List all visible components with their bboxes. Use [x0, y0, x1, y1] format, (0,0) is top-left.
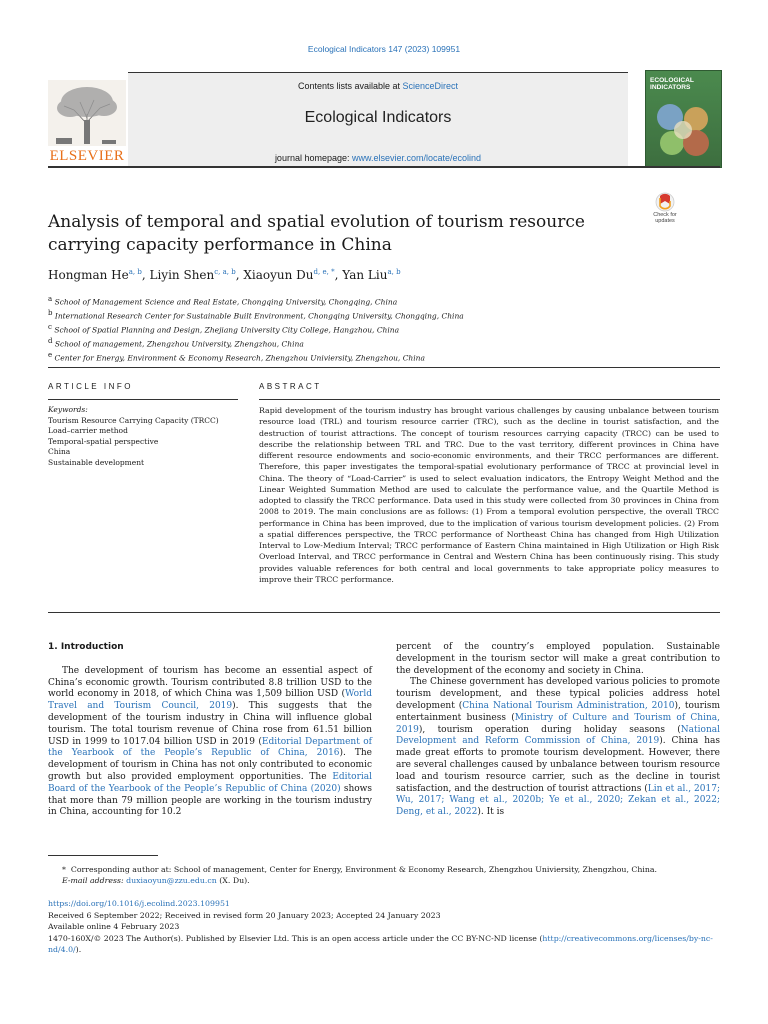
check-for-updates-badge[interactable]: [648, 192, 682, 230]
author-separator: ,: [141, 268, 150, 282]
publication-info: [48, 898, 720, 956]
text-run: The development of tourism has become an essential aspect of China’s economic growth. Tourism contributed 8.8 trillion USD to the world economy in 2018, of which China was 1,509 billion USD (: [48, 665, 372, 700]
keywords-label: Keywords:: [48, 405, 88, 414]
corresponding-author-note: [48, 864, 720, 875]
updates-line-2: updates: [655, 218, 675, 224]
citation-link[interactable]: Lin et al., 2017; Wu, 2017; Wang et al., 2020b; Ye et al., 2020; Zekan et al., 2022; Deng, et al., 2022: [396, 783, 720, 818]
abstract-text: Rapid development of the tourism industry has brought various challenges by causing unbalance between tourism resource load (TRL) and tourism resource carrier (TRC), such as the decline in tourist satisfaction, and the destruction of tourist attractions. The concept of tourism resources carrying capacity (TRCC) can be used to describe the relationship between TRL and TRC. Due to the vast territory, different provinces in China have different resource endowments and socio-economic environments, and their TRCC performances are different. Therefore, this paper investigates the temporal-spatial evolutionary performance of TRCC at provincial level in China. The theory of “Load-Carrier” is used to select evaluation indicators, the Entropy Weight Method and the Linear Weighted Summation Method are used to calculate the performance value, and the Quartile Method is adopted to classify the TRCC performance. Data used in this study were collected from 30 provinces in China from 2008 to 2019. The main conclusions are as follows: (1) From a temporal evolution perspective, the overall TRCC performance in China has been improved, due to the implication of various tourism development policies. (2) From a spatial differences perspective, the TRCC performance of Northeast China has changed from High Utilization Interval to Low-Medium Interval; TRCC performance of Eastern China maintained in High Utilization or High Risk Overload Interval, and TRCC performance in Central and Western China has been continuously rising. This study provides valuable references for both central and local governments to take appropriate policy measures to improve their TRCC performance.: [259, 406, 719, 584]
license-suffix: ).: [75, 945, 82, 954]
updates-text: [648, 212, 682, 224]
cover-title-line-2: INDICATORS: [650, 84, 691, 91]
introduction-heading: 1. Introduction: [48, 642, 124, 652]
journal-banner: [48, 72, 628, 166]
journal-name: Ecological Indicators: [304, 109, 452, 126]
cover-title-line-1: ECOLOGICAL: [650, 77, 694, 84]
body-paragraph: [396, 677, 720, 819]
doi-link[interactable]: https://doi.org/10.1016/j.ecolind.2023.109951: [48, 899, 230, 908]
affiliation-text: International Research Center for Sustainable Built Environment, Chongqing University, Chongqing, China: [54, 311, 464, 321]
journal-reference[interactable]: Ecological Indicators 147 (2023) 109951: [307, 44, 461, 54]
author[interactable]: [48, 268, 142, 282]
affiliation-text: School of Management Science and Real Estate, Chongqing University, Chongqing, China: [54, 297, 398, 307]
article-info-rule: [48, 399, 238, 400]
author-affiliation-marks[interactable]: a, b: [128, 268, 142, 276]
text-run: shows that more than 79 million people are working in the tourism industry in China, accounting for 10.2: [48, 783, 372, 818]
abstract-rule-top: [259, 399, 720, 400]
article-info-heading: ARTICLE INFO: [48, 382, 133, 391]
citation-link[interactable]: Ministry of Culture and Tourism of China, 2019: [396, 712, 720, 735]
cover-title: [650, 77, 716, 91]
citation-link[interactable]: National Development and Reform Commission of China, 2019: [396, 724, 720, 747]
received-dates: Received 6 September 2022; Received in revised form 20 January 2023; Accepted 24 January 2023: [48, 910, 441, 920]
affiliation-text: School of Spatial Planning and Design, Zhejiang University City College, Hangzhou, China: [54, 325, 400, 335]
abstract-rule-bottom: [48, 612, 720, 613]
article-title: Analysis of temporal and spatial evolution of tourism resource carrying capacity performance in China: [48, 212, 585, 255]
affiliation-key: d: [48, 337, 53, 345]
keyword: China: [48, 447, 71, 456]
author-name: Yan Liu: [342, 268, 388, 282]
corresponding-text: Corresponding author at: School of management, Center for Energy, Environment & Economy Research, Zhengzhou Univiersity, Zhengzhou, China.: [70, 865, 658, 874]
affiliation-text: School of management, Zhengzhou University, Zhengzhou, China: [54, 339, 304, 349]
affiliation: [48, 294, 688, 308]
homepage-link[interactable]: www.elsevier.com/locate/ecolind: [352, 153, 482, 163]
affiliation-text: Center for Energy, Environment & Economy Research, Zhengzhou Univiersity, Zhengzhou, China: [54, 353, 425, 363]
online-date: Available online 4 February 2023: [48, 922, 180, 931]
affiliation: [48, 308, 688, 322]
cover-collage-icon: [650, 97, 716, 161]
author-list: [48, 268, 688, 282]
author-affiliation-marks[interactable]: d, e, *: [313, 268, 335, 276]
license-prefix: 1470-160X/© 2023 The Author(s). Published by Elsevier Ltd. This is an open access article under the CC BY-NC-ND license (: [48, 933, 543, 943]
body-paragraph: percent of the country’s employed population. Sustainable development in the tourism sector will make a great contribution to the development of the economy and society in China.: [396, 642, 720, 676]
email-label: E-mail address:: [62, 876, 124, 885]
footnotes: [48, 864, 720, 886]
updates-line-1: Check for: [653, 212, 677, 218]
affiliation-key: e: [48, 351, 53, 359]
citation-link[interactable]: China National Tourism Administration, 2010: [462, 700, 675, 711]
body-column-right: [396, 642, 720, 819]
keyword: Temporal-spatial perspective: [48, 436, 159, 446]
text-run: The Chinese government has developed various policies to promote tourism development, and these typical policies address hotel development (: [396, 677, 720, 711]
keyword: Sustainable development: [48, 457, 145, 467]
keywords-block: [48, 405, 248, 468]
header-rule: [48, 166, 720, 168]
text-run: ). China has made great efforts to promote tourism development. However, there are several challenges caused by unbalance between tourism resource load and tourism resource carrier, such as the decline in tourist satisfaction, and the destruction of tourist attractions (: [396, 736, 720, 794]
footnote-rule: [48, 855, 158, 856]
contents-line: [128, 81, 628, 91]
abstract-heading: ABSTRACT: [259, 382, 322, 391]
author-name: Xiaoyun Du: [243, 268, 314, 282]
author-separator: ,: [235, 268, 244, 282]
body-paragraph: [48, 666, 372, 819]
author-affiliation-marks[interactable]: a, b: [387, 268, 401, 276]
citation-link[interactable]: Editorial Board of the Yearbook of the People’s Republic of China (2020): [48, 771, 372, 794]
author-name: Hongman He: [48, 268, 129, 282]
homepage-prefix: journal homepage:: [274, 153, 352, 163]
author[interactable]: [243, 268, 334, 282]
keyword: Load–carrier method: [48, 426, 128, 435]
journal-cover[interactable]: [645, 70, 722, 168]
author-separator: ,: [334, 268, 343, 282]
keyword: Tourism Resource Carrying Capacity (TRCC): [48, 415, 219, 425]
affiliation: [48, 322, 688, 336]
affiliation-key: b: [48, 309, 53, 317]
section-rule: [48, 367, 720, 368]
license-link[interactable]: http://creativecommons.org/licenses/by-nc-nd/4.0/: [48, 933, 713, 954]
text-run: ), tourism entertainment business (: [396, 700, 720, 723]
citation-link[interactable]: World Travel and Tourism Council, 2019: [48, 689, 372, 712]
author[interactable]: [150, 268, 236, 282]
email-link[interactable]: duxiaoyun@zzu.edu.cn: [126, 876, 217, 885]
affiliation: [48, 336, 688, 350]
homepage-line: [128, 153, 628, 163]
affiliation-list: [48, 294, 688, 364]
license-statement: [48, 933, 720, 956]
citation-link[interactable]: Editorial Department of the Yearbook of the People’s Republic of China, 2016: [48, 736, 372, 759]
journal-info-box: [128, 72, 628, 167]
text-run: ). This suggests that the development of the tourism industry in China will influence global tourism. The total tourism revenue of China rose from 61.51 billion USD in 1999 to 1017.04 billion USD in 2019 (: [48, 701, 372, 747]
elsevier-wordmark: ELSEVIER: [49, 148, 125, 164]
updates-icon: [648, 192, 682, 212]
text-run: ). The development of tourism in China has not only contributed to economic growth but also provided employment opportunities. The: [48, 748, 373, 782]
email-note: [48, 875, 720, 886]
author-name: Liyin Shen: [149, 268, 215, 282]
affiliation: [48, 350, 688, 364]
body-column-left: [48, 642, 372, 819]
text-run: ), tourism operation during holiday seasons (: [418, 724, 681, 735]
contents-prefix: Contents lists available at: [297, 81, 403, 91]
text-run: ). It is: [477, 807, 505, 818]
author-affiliation-marks[interactable]: c, a, b: [214, 268, 236, 276]
sciencedirect-link[interactable]: ScienceDirect: [402, 81, 459, 91]
footnote-mark: *: [62, 865, 66, 874]
affiliation-key: a: [48, 295, 53, 303]
email-suffix: (X. Du).: [219, 876, 250, 885]
affiliation-key: c: [48, 323, 52, 331]
author[interactable]: [342, 268, 400, 282]
